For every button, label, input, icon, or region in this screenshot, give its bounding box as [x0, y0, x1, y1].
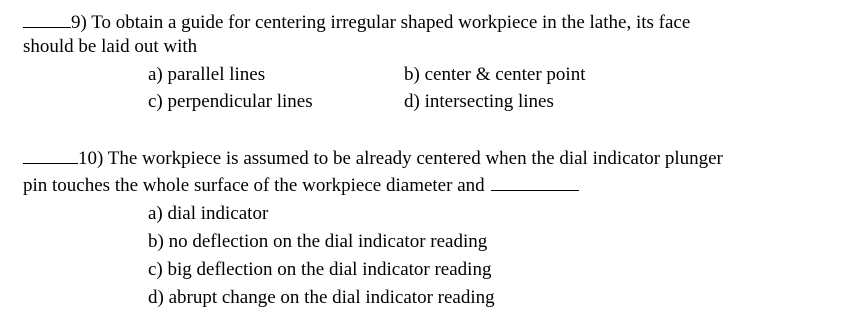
question-10-option-d: d) abrupt change on the dial indicator reading	[148, 287, 495, 308]
question-9-text: 9) To obtain a guide for centering irregular shaped workpiece in the lathe, its face	[71, 12, 691, 33]
answer-blank-9[interactable]	[23, 12, 71, 28]
question-9-option-a: a) parallel lines	[148, 64, 266, 85]
question-10-text-line-2: pin touches the whole surface of the workpiece diameter and	[23, 175, 485, 196]
question-10-stem-line-2	[23, 175, 579, 197]
question-9-stem-line-1	[23, 12, 690, 34]
question-10-stem-line-1	[23, 148, 723, 170]
question-10-text: 10) The workpiece is assumed to be already centered when the dial indicator plunger	[78, 148, 723, 169]
question-9-option-c: c) perpendicular lines	[148, 91, 313, 112]
question-9-stem-line-2: should be laid out with	[23, 36, 198, 57]
question-10-option-a: a) dial indicator	[148, 203, 269, 224]
question-10-option-b: b) no deflection on the dial indicator reading	[148, 231, 488, 252]
question-9-option-b: b) center & center point	[404, 64, 586, 85]
question-9-option-d: d) intersecting lines	[404, 91, 554, 112]
answer-blank-10[interactable]	[23, 148, 78, 164]
question-10-option-c: c) big deflection on the dial indicator reading	[148, 259, 492, 280]
fill-in-blank-10[interactable]	[491, 175, 579, 191]
